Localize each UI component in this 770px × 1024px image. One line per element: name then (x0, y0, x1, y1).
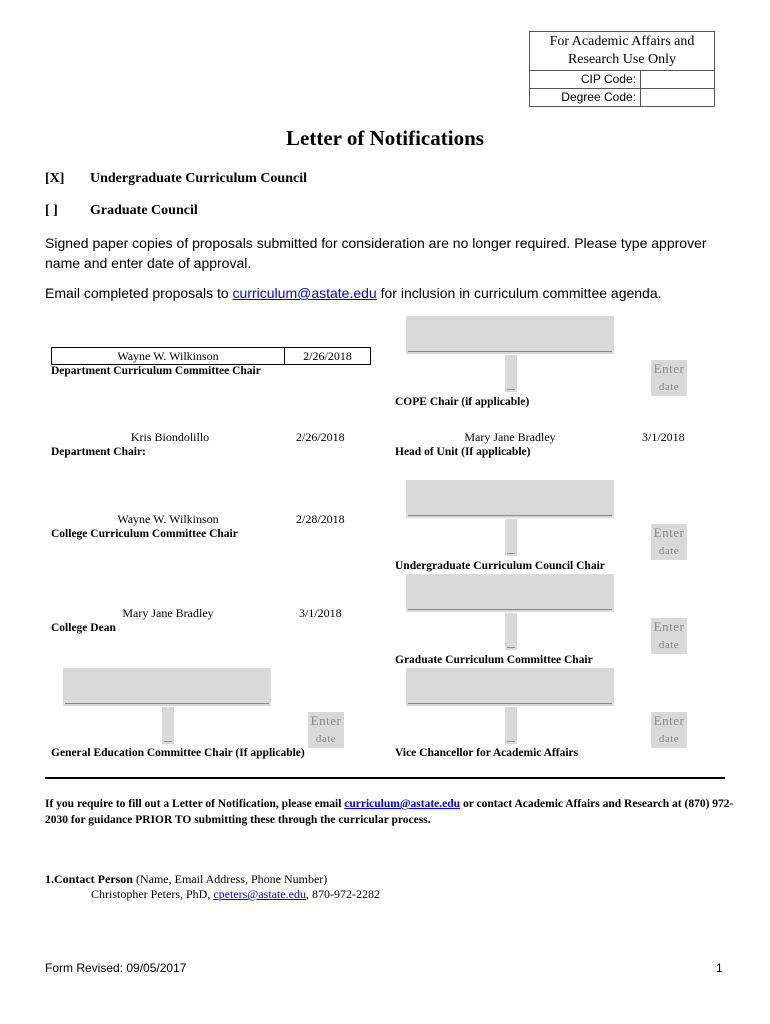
ucc-chair-date-enter: Enter (653, 525, 685, 540)
grad-chair-date-field[interactable] (651, 618, 687, 654)
cope-date-field[interactable] (651, 360, 687, 396)
graduate-council-checkbox[interactable]: [ ] (45, 203, 58, 218)
dept-chair-name[interactable]: Kris Biondolillo (130, 430, 210, 444)
notice-suffix: or contact Academic Affairs and Research at (870) 972-2030 for guidance PRIOR TO submitting these through the curricular process. (45, 798, 734, 826)
vice-chancellor-name-field[interactable] (406, 668, 614, 706)
ucc-chair-signature-field[interactable] (505, 519, 517, 556)
cope-date-date: date (658, 381, 680, 393)
curriculum-email-link[interactable]: curriculum@astate.edu (232, 285, 377, 301)
contact-person-label: 1.Contact Person (45, 872, 133, 886)
ucc-chair-name-field[interactable] (406, 480, 614, 518)
head-unit-role: Head of Unit (If applicable) (395, 446, 531, 458)
vice-chancellor-date-enter: Enter (653, 713, 685, 728)
college-dean-date[interactable]: 3/1/2018 (299, 606, 342, 620)
degree-code-row (530, 89, 714, 106)
email-instruction (45, 283, 735, 303)
email-instruction-suffix: for inclusion in curriculum committee agenda. (376, 285, 662, 301)
cope-role: COPE Chair (if applicable) (395, 396, 530, 408)
dept-curriculum-date[interactable]: 2/26/2018 (303, 349, 352, 363)
vice-chancellor-date-date: date (658, 733, 680, 745)
dept-curriculum-signature-row (51, 347, 371, 365)
grad-chair-name-field[interactable] (406, 574, 614, 612)
cip-code-row (530, 71, 714, 89)
contact-person-heading (45, 872, 380, 887)
college-dean-role: College Dean (51, 622, 116, 634)
notice-prefix: If you require to fill out a Letter of Notification, please email (45, 798, 345, 810)
office-use-box (529, 31, 715, 107)
contact-phone: , 870-972-2282 (306, 887, 380, 901)
notice-email-link[interactable]: curriculum@astate.edu (344, 798, 461, 810)
email-instruction-prefix: Email completed proposals to (45, 285, 233, 301)
head-unit-date[interactable]: 3/1/2018 (642, 430, 685, 444)
gen-ed-date-date: date (315, 733, 337, 745)
contact-person-hint: (Name, Email Address, Phone Number) (132, 872, 328, 886)
page-title: Letter of Notifications (286, 126, 484, 150)
contact-person-value[interactable] (45, 887, 380, 902)
ucc-chair-date-date: date (658, 545, 680, 557)
vice-chancellor-role: Vice Chancellor for Academic Affairs (395, 747, 579, 759)
cip-code-field[interactable] (641, 71, 714, 88)
ucc-label: Undergraduate Curriculum Council (90, 171, 307, 186)
contact-name: Christopher Peters, PhD, (91, 887, 214, 901)
college-curriculum-role: College Curriculum Committee Chair (51, 528, 238, 540)
ucc-chair-date-field[interactable] (651, 524, 687, 560)
gen-ed-role: General Education Committee Chair (If applicable) (51, 747, 305, 759)
degree-code-label: Degree Code: (530, 89, 641, 106)
grad-chair-date-enter: Enter (653, 619, 685, 634)
head-unit-name[interactable]: Mary Jane Bradley (464, 430, 556, 444)
paper-copies-instruction: Signed paper copies of proposals submitted for consideration are no longer required. Please type approver name and enter date of approval. (45, 235, 707, 271)
college-curriculum-name[interactable]: Wayne W. Wilkinson (117, 512, 219, 526)
guidance-notice (45, 796, 735, 828)
contact-email-link[interactable]: cpeters@astate.edu (213, 887, 306, 901)
graduate-council-label: Graduate Council (90, 203, 198, 218)
gen-ed-name-field[interactable] (63, 668, 271, 706)
dept-chair-date[interactable]: 2/26/2018 (296, 430, 345, 444)
cope-name-field[interactable] (406, 316, 614, 354)
college-curriculum-date[interactable]: 2/28/2018 (296, 512, 345, 526)
page-number: 1 (716, 961, 723, 975)
grad-chair-signature-field[interactable] (505, 613, 517, 650)
cip-code-label: CIP Code: (530, 71, 641, 88)
office-use-header: For Academic Affairs and Research Use Only (530, 32, 714, 71)
ucc-chair-role: Undergraduate Curriculum Council Chair (395, 560, 605, 572)
gen-ed-date-field[interactable] (308, 712, 344, 748)
grad-chair-date-date: date (658, 639, 680, 651)
section-divider (45, 777, 725, 779)
ucc-checkbox[interactable]: [X] (45, 171, 65, 186)
cope-signature-field[interactable] (505, 355, 517, 392)
dept-curriculum-role: Department Curriculum Committee Chair (51, 365, 261, 377)
grad-chair-role: Graduate Curriculum Committee Chair (395, 654, 593, 666)
cope-date-enter: Enter (653, 361, 685, 376)
gen-ed-signature-field[interactable] (162, 707, 174, 744)
contact-person-section (45, 872, 380, 902)
form-revised-footer: Form Revised: 09/05/2017 (45, 961, 187, 975)
degree-code-field[interactable] (641, 89, 714, 106)
dept-curriculum-name[interactable]: Wayne W. Wilkinson (52, 348, 285, 364)
vice-chancellor-signature-field[interactable] (505, 707, 517, 744)
dept-chair-role: Department Chair: (51, 446, 146, 458)
gen-ed-date-enter: Enter (310, 713, 342, 728)
college-dean-name[interactable]: Mary Jane Bradley (122, 606, 214, 620)
vice-chancellor-date-field[interactable] (651, 712, 687, 748)
